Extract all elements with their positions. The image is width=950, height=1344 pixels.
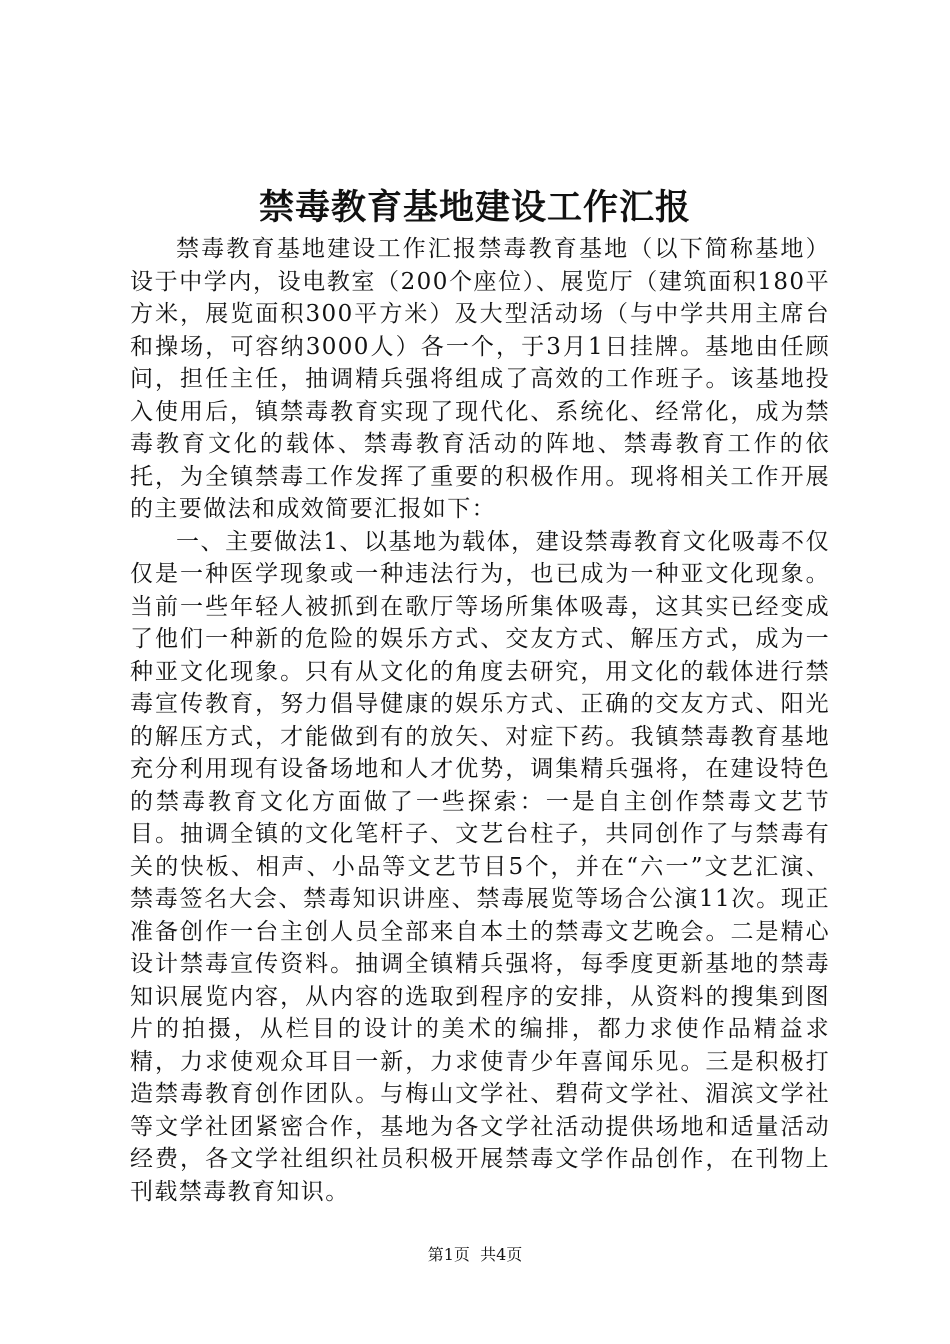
- paragraph-intro: 禁毒教育基地建设工作汇报禁毒教育基地（以下简称基地）设于中学内，设电教室（200个座位）、展览厅（建筑面积180平方米，展览面积300平方米）及大型活动场（与中学共用主席台和操场，可容纳3000人）各一个，于3月1日挂牌。基地由任顾问，担任主任，抽调精兵强将组成了高效的工作班子。该基地投入使用后，镇禁毒教育实现了现代化、系统化、经常化，成为禁毒教育文化的载体、禁毒教育活动的阵地、禁毒教育工作的依托，为全镇禁毒工作发挥了重要的积极作用。现将相关工作开展的主要做法和成效简要汇报如下：: [130, 236, 830, 522]
- page-footer: [0, 1243, 950, 1267]
- page-number-total: 共4页: [480, 1245, 523, 1264]
- paragraph-main-practices: 一、主要做法1、以基地为载体，建设禁毒教育文化吸毒不仅仅是一种医学现象或一种违法行为，也已成为一种亚文化现象。当前一些年轻人被抓到在歌厅等场所集体吸毒，这其实已经变成了他们一种新的危险的娱乐方式、交友方式、解压方式，成为一种亚文化现象。只有从文化的角度去研究，用文化的载体进行禁毒宣传教育，努力倡导健康的娱乐方式、正确的交友方式、阳光的解压方式，才能做到有的放矢、对症下药。我镇禁毒教育基地充分利用现有设备场地和人才优势，调集精兵强将，在建设特色的禁毒教育文化方面做了一些探索：一是自主创作禁毒文艺节目。抽调全镇的文化笔杆子、文艺台柱子，共同创作了与禁毒有关的快板、相声、小品等文艺节目5个，并在“六一”文艺汇演、禁毒签名大会、禁毒知识讲座、禁毒展览等场合公演11次。现正准备创作一台主创人员全部来自本土的禁毒文艺晚会。二是精心设计禁毒宣传资料。抽调全镇精兵强将，每季度更新基地的禁毒知识展览内容，从内容的选取到程序的安排，从资料的搜集到图片的拍摄，从栏目的设计的美术的编排，都力求使作品精益求精，力求使观众耳目一新，力求使青少年喜闻乐见。三是积极打造禁毒教育创作团队。与梅山文学社、碧荷文学社、湄滨文学社等文学社团紧密合作，基地为各文学社活动提供场地和适量活动经费，各文学社组织社员积极开展禁毒文学作品创作，在刊物上刊载禁毒教育知识。: [130, 528, 830, 1205]
- document-title: 禁毒教育基地建设工作汇报: [258, 187, 691, 228]
- footer-separator: [470, 1245, 480, 1264]
- page-number-current: 第1页: [427, 1245, 470, 1264]
- document-body: [130, 233, 830, 1208]
